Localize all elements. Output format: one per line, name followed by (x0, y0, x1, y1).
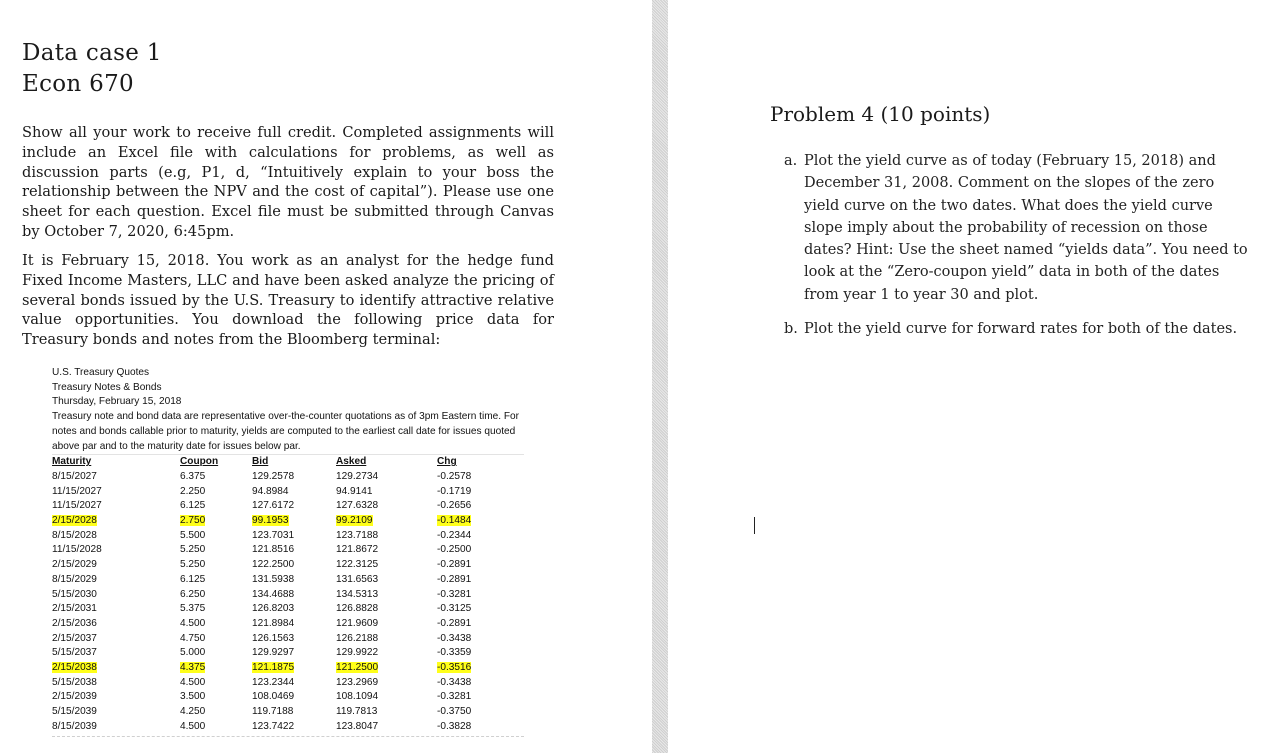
cell-asked (336, 558, 437, 573)
cell-maturity-value: 8/15/2028 (52, 529, 97, 541)
cell-asked-value: 129.9922 (336, 647, 379, 659)
cell-coupon (180, 602, 252, 617)
cell-maturity-value: 11/15/2027 (52, 500, 102, 512)
cell-maturity (52, 661, 180, 676)
cell-bid (252, 485, 336, 500)
cell-asked (336, 690, 437, 705)
cell-bid-value: 119.7188 (252, 706, 294, 718)
cell-bid (252, 602, 336, 617)
cell-maturity-value: 8/15/2039 (52, 720, 97, 732)
cell-coupon (180, 543, 252, 558)
cell-chg-value: -0.2578 (437, 470, 472, 482)
cell-maturity (52, 690, 180, 705)
cell-maturity-value: 5/15/2030 (52, 588, 97, 600)
cell-maturity-value: 2/15/2029 (52, 559, 97, 571)
cell-coupon (180, 617, 252, 632)
cell-bid-value: 126.1563 (252, 632, 295, 644)
cell-coupon-value: 5.250 (180, 544, 206, 556)
cell-chg (437, 646, 524, 661)
cell-coupon-value: 4.750 (180, 632, 206, 644)
cell-bid-value: 123.7031 (252, 529, 295, 541)
cell-maturity (52, 485, 180, 500)
cell-coupon-value: 4.250 (180, 706, 206, 718)
cell-chg (437, 543, 524, 558)
cell-chg (437, 661, 524, 676)
table-row (52, 558, 524, 573)
cell-maturity (52, 514, 180, 529)
cell-chg (437, 720, 524, 735)
right-document-page (668, 0, 1265, 753)
table-row (52, 617, 524, 632)
cell-coupon (180, 588, 252, 603)
cell-bid (252, 499, 336, 514)
table-row (52, 602, 524, 617)
cell-chg-value: -0.1484 (437, 515, 472, 527)
cell-coupon (180, 558, 252, 573)
cell-maturity-value: 2/15/2028 (52, 515, 97, 527)
cell-asked-value: 123.7188 (336, 529, 379, 541)
cell-maturity-value: 2/15/2039 (52, 691, 97, 703)
cell-asked (336, 470, 437, 485)
cell-asked-value: 121.9609 (336, 617, 379, 629)
cell-bid (252, 588, 336, 603)
cell-maturity-value: 11/15/2027 (52, 485, 102, 497)
cell-coupon (180, 529, 252, 544)
cell-bid-value: 99.1953 (252, 515, 289, 527)
cell-bid (252, 617, 336, 632)
cell-bid-value: 122.2500 (252, 559, 295, 571)
table-row (52, 588, 524, 603)
cell-chg-value: -0.3750 (437, 706, 472, 718)
cell-asked (336, 632, 437, 647)
cell-coupon (180, 720, 252, 735)
cell-maturity-value: 2/15/2036 (52, 617, 97, 629)
cell-bid (252, 646, 336, 661)
cell-chg-value: -0.2891 (437, 559, 472, 571)
page-divider (652, 0, 668, 753)
cell-maturity (52, 573, 180, 588)
cell-bid (252, 632, 336, 647)
cell-bid (252, 470, 336, 485)
cell-coupon-value: 2.250 (180, 485, 206, 497)
cell-bid-value: 127.6172 (252, 500, 295, 512)
cell-chg-value: -0.3281 (437, 691, 472, 703)
cell-chg (437, 690, 524, 705)
col-header-coupon: Coupon (180, 456, 219, 468)
cell-chg (437, 558, 524, 573)
cell-chg (437, 470, 524, 485)
problem-title: Problem 4 (10 points) (770, 102, 991, 126)
cell-chg-value: -0.3125 (437, 603, 472, 615)
cell-bid-value: 134.4688 (252, 588, 295, 600)
cell-chg-value: -0.2656 (437, 500, 472, 512)
cell-chg (437, 617, 524, 632)
cell-coupon-value: 2.750 (180, 515, 206, 527)
cell-asked-value: 123.2969 (336, 676, 379, 688)
cell-maturity (52, 632, 180, 647)
table-row (52, 470, 524, 485)
table-row (52, 529, 524, 544)
item-a-marker: a. (784, 153, 798, 169)
cell-asked (336, 661, 437, 676)
cell-bid-value: 129.2578 (252, 470, 295, 482)
cell-maturity-value: 5/15/2038 (52, 676, 97, 688)
cell-chg-value: -0.3359 (437, 647, 472, 659)
cell-coupon-value: 4.500 (180, 617, 206, 629)
text-cursor[interactable] (754, 517, 755, 534)
cell-coupon-value: 6.125 (180, 500, 206, 512)
table-row (52, 514, 524, 529)
cell-bid-value: 123.2344 (252, 676, 295, 688)
cell-asked-value: 121.2500 (336, 662, 379, 674)
cell-coupon (180, 499, 252, 514)
cell-asked (336, 485, 437, 500)
cell-chg (437, 676, 524, 691)
cell-bid (252, 543, 336, 558)
cell-chg (437, 705, 524, 720)
cell-chg (437, 485, 524, 500)
cell-bid-value: 94.8984 (252, 485, 289, 497)
item-b-text: Plot the yield curve for forward rates for both of the dates. (804, 321, 1238, 338)
cell-coupon (180, 705, 252, 720)
cell-asked-value: 126.2188 (336, 632, 379, 644)
cell-asked (336, 543, 437, 558)
cell-asked-value: 94.9141 (336, 485, 373, 497)
table-row (52, 690, 524, 705)
table-row (52, 676, 524, 691)
cell-coupon-value: 4.500 (180, 720, 206, 732)
course-code: Econ 670 (22, 71, 134, 97)
cell-coupon (180, 661, 252, 676)
cell-coupon-value: 4.375 (180, 662, 206, 674)
table-row (52, 573, 524, 588)
cell-maturity-value: 2/15/2037 (52, 632, 97, 644)
cell-maturity-value: 5/15/2037 (52, 647, 97, 659)
cell-coupon-value: 4.500 (180, 676, 206, 688)
cell-bid-value: 121.8516 (252, 544, 295, 556)
cell-bid-value: 131.5938 (252, 573, 295, 585)
instructions-paragraph: Show all your work to receive full credit. Completed assignments will include an Excel file with calculations for problems, as well as discussion parts (e.g, P1, d, “Intuitively explain to your boss the relationship between the NPV and the cost of capital”). Please use one sheet for each question. Excel file must be submitted through Canvas by October 7, 2020, 6:45pm. (22, 124, 554, 240)
cell-asked-value: 131.6563 (336, 573, 379, 585)
table-row (52, 720, 524, 735)
cell-bid-value: 108.0469 (252, 691, 295, 703)
cell-chg-value: -0.3281 (437, 588, 472, 600)
table-row (52, 661, 524, 676)
cell-chg (437, 602, 524, 617)
cell-coupon-value: 5.000 (180, 647, 206, 659)
cell-asked-value: 134.5313 (336, 588, 379, 600)
col-header-chg: Chg (437, 456, 457, 468)
cell-coupon (180, 573, 252, 588)
cell-coupon (180, 632, 252, 647)
cell-bid (252, 529, 336, 544)
cell-maturity-value: 8/15/2029 (52, 573, 97, 585)
cell-bid-value: 129.9297 (252, 647, 295, 659)
cell-maturity-value: 8/15/2027 (52, 470, 97, 482)
item-b-marker: b. (784, 321, 798, 338)
cell-coupon (180, 470, 252, 485)
cell-asked (336, 588, 437, 603)
cell-asked-value: 122.3125 (336, 559, 379, 571)
cell-maturity (52, 499, 180, 514)
cell-chg (437, 499, 524, 514)
quotes-date: Thursday, February 15, 2018 (52, 396, 182, 408)
problem-item-a (784, 150, 1250, 306)
document-title: Data case 1 (22, 40, 162, 66)
table-row (52, 485, 524, 500)
cell-coupon (180, 514, 252, 529)
cell-maturity (52, 705, 180, 720)
cell-chg (437, 529, 524, 544)
cell-bid (252, 661, 336, 676)
cell-maturity (52, 558, 180, 573)
scenario-paragraph: It is February 15, 2018. You work as an analyst for the hedge fund Fixed Income Masters, LLC and have been asked analyze the pricing of several bonds issued by the U.S. Treasury to identify attractive relative value opportunities. You download the following price data for Treasury bonds and notes from the Bloomberg terminal: (22, 252, 554, 349)
col-header-maturity: Maturity (52, 456, 92, 468)
cell-chg-value: -0.2500 (437, 544, 472, 556)
cell-asked (336, 617, 437, 632)
cell-asked (336, 529, 437, 544)
treasury-quotes-table (52, 455, 524, 734)
cell-chg-value: -0.3516 (437, 662, 472, 674)
cell-asked (336, 646, 437, 661)
cell-bid-value: 126.8203 (252, 603, 295, 615)
cell-maturity (52, 543, 180, 558)
item-a-text: Plot the yield curve as of today (February 15, 2018) and December 31, 2008. Comment on the slopes of the zero yield curve on the two dates. What does the yield curve slope imply about the probability of recession on those dates? Hint: Use the sheet named “yields data”. You need to look at the “Zero-coupon yield” data in both of the dates from year 1 to year 30 and plot. (804, 153, 1248, 303)
cell-coupon-value: 6.375 (180, 470, 206, 482)
cell-coupon (180, 690, 252, 705)
cell-maturity-value: 5/15/2039 (52, 706, 97, 718)
col-header-asked: Asked (336, 456, 367, 468)
quotes-note: Treasury note and bond data are representative over-the-counter quotations as of 3pm Eastern time. For notes and bonds callable prior to maturity, yields are computed to the earliest call date for issues quoted above par and to the maturity date for issues below par. (52, 411, 519, 452)
problem-list (784, 150, 1250, 340)
cell-chg-value: -0.3828 (437, 720, 472, 732)
cell-bid-value: 121.8984 (252, 617, 295, 629)
cell-bid (252, 690, 336, 705)
cell-asked-value: 121.8672 (336, 544, 379, 556)
cell-bid-value: 123.7422 (252, 720, 295, 732)
cell-bid (252, 558, 336, 573)
cell-chg (437, 632, 524, 647)
col-header-bid: Bid (252, 456, 269, 468)
table-row (52, 646, 524, 661)
cell-maturity (52, 529, 180, 544)
cell-chg (437, 588, 524, 603)
cell-coupon-value: 6.125 (180, 573, 206, 585)
table-body (52, 470, 524, 735)
cell-bid (252, 573, 336, 588)
cell-asked-value: 129.2734 (336, 470, 379, 482)
table-row (52, 705, 524, 720)
cell-bid (252, 705, 336, 720)
cell-maturity (52, 588, 180, 603)
cell-asked (336, 573, 437, 588)
cell-maturity (52, 720, 180, 735)
cell-chg-value: -0.2891 (437, 573, 472, 585)
cell-asked (336, 499, 437, 514)
cell-maturity (52, 646, 180, 661)
cell-maturity (52, 617, 180, 632)
cell-chg-value: -0.2344 (437, 529, 472, 541)
cell-coupon (180, 485, 252, 500)
cell-asked-value: 99.2109 (336, 515, 373, 527)
cell-asked-value: 119.7813 (336, 706, 378, 718)
cell-chg-value: -0.1719 (437, 485, 472, 497)
cell-asked (336, 602, 437, 617)
cell-bid (252, 514, 336, 529)
cell-bid-value: 121.1875 (252, 662, 295, 674)
cell-asked-value: 123.8047 (336, 720, 379, 732)
cell-asked-value: 126.8828 (336, 603, 379, 615)
problem-item-b (784, 318, 1250, 340)
table-row (52, 543, 524, 558)
cell-coupon-value: 3.500 (180, 691, 206, 703)
cell-coupon-value: 5.250 (180, 559, 206, 571)
cell-asked (336, 676, 437, 691)
cell-bid (252, 676, 336, 691)
cell-chg-value: -0.3438 (437, 676, 472, 688)
table-row (52, 499, 524, 514)
cell-bid (252, 720, 336, 735)
cell-maturity-value: 2/15/2031 (52, 603, 97, 615)
cell-chg-value: -0.3438 (437, 632, 472, 644)
cell-maturity-value: 11/15/2028 (52, 544, 102, 556)
cell-maturity (52, 470, 180, 485)
treasury-quotes-block (52, 366, 524, 737)
cell-maturity (52, 676, 180, 691)
cell-asked-value: 108.1094 (336, 691, 379, 703)
quotes-heading: U.S. Treasury Quotes (52, 367, 150, 378)
table-header-row (52, 455, 524, 470)
cell-chg-value: -0.2891 (437, 617, 472, 629)
cell-coupon (180, 676, 252, 691)
cell-coupon-value: 5.375 (180, 603, 206, 615)
cell-coupon-value: 6.250 (180, 588, 206, 600)
quotes-subheading: Treasury Notes & Bonds (52, 381, 162, 393)
table-row (52, 632, 524, 647)
cell-asked (336, 514, 437, 529)
cell-coupon (180, 646, 252, 661)
cell-asked (336, 720, 437, 735)
cell-maturity-value: 2/15/2038 (52, 662, 97, 674)
cell-coupon-value: 5.500 (180, 529, 206, 541)
cell-maturity (52, 602, 180, 617)
cell-asked (336, 705, 437, 720)
table-bottom-rule (52, 736, 524, 737)
cell-chg (437, 514, 524, 529)
cell-chg (437, 573, 524, 588)
cell-asked-value: 127.6328 (336, 500, 379, 512)
